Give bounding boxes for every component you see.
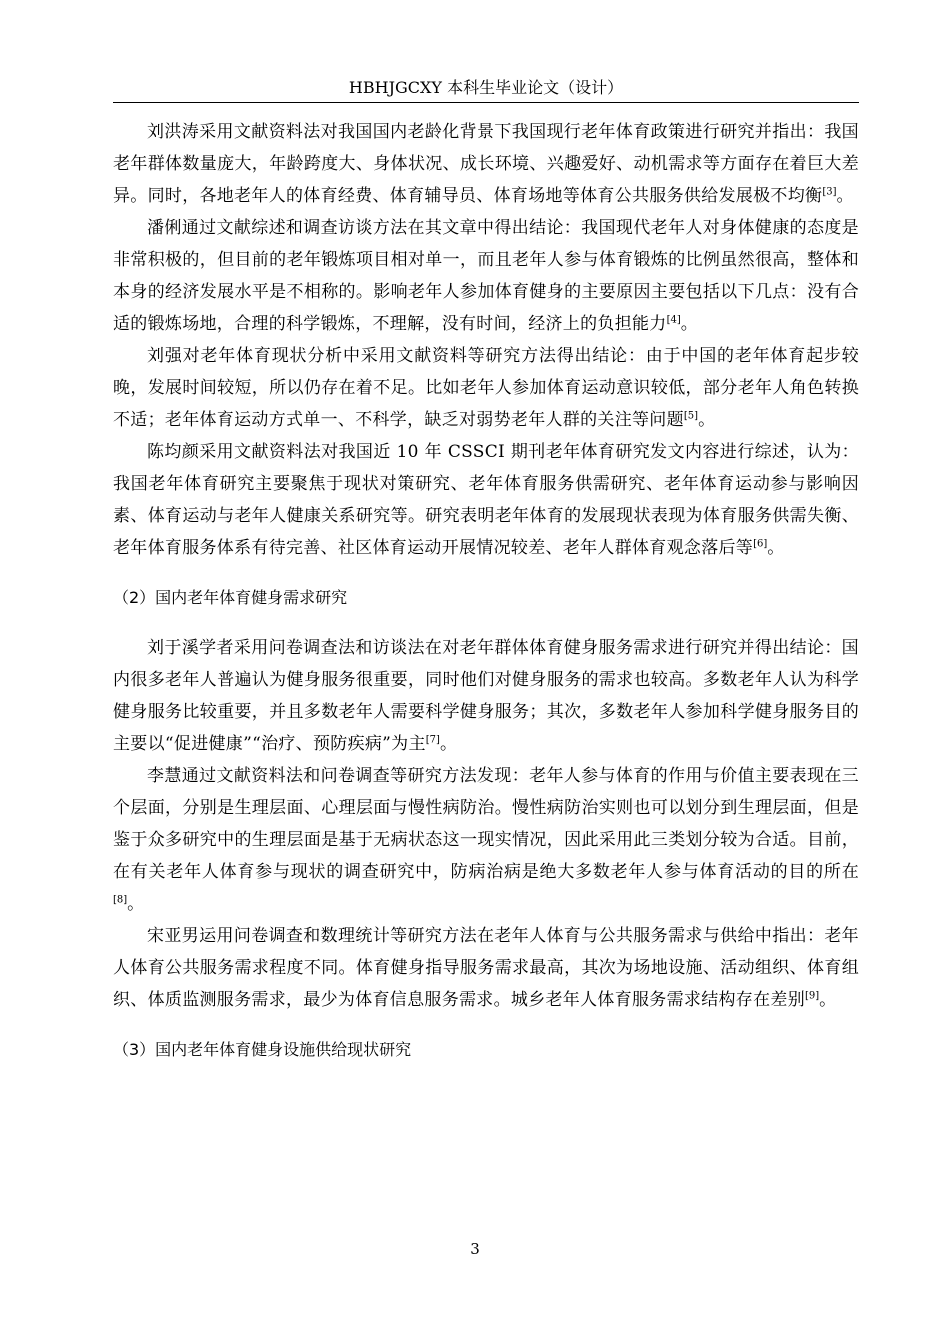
paragraph-chen-junyan: 陈均颜采用文献资料法对我国近 10 年 CSSCI 期刊老年体育研究发文内容进行综述，认为：我国老年体育研究主要聚焦于现状对策研究、老年体育服务供需研究、老年体育运动参与影响因素、体育运动与老年人健康关系研究等。研究表明老年体育的发展现状表现为体育服务供需失衡、老年体育服务体系有待完善、社区体育运动开展情况较差、老年人群体育观念落后等[6]。 <box>113 442 859 558</box>
page-header <box>113 74 859 103</box>
paragraph-pan-li: 潘俐通过文献综述和调查访谈方法在其文章中得出结论：我国现代老年人对身体健康的态度是非常积极的，但目前的老年锻炼项目相对单一，而且老年人参与体育锻炼的比例虽然很高，整体和本身的经济发展水平是不相称的。影响老年人参加体育健身的主要原因主要包括以下几点：没有合适的锻炼场地，合理的科学锻炼，不理解，没有时间，经济上的负担能力[4]。 <box>113 218 859 334</box>
paragraph-liu-qiang: 刘强对老年体育现状分析中采用文献资料等研究方法得出结论：由于中国的老年体育起步较晚，发展时间较短，所以仍存在着不足。比如老年人参加体育运动意识较低，部分老年人角色转换不适；老年体育运动方式单一、不科学，缺乏对弱势老年人群的关注等问题[5]。 <box>113 346 859 430</box>
section-heading-demand: （2）国内老年体育健身需求研究 <box>113 588 348 607</box>
citation-ref: [6] <box>753 538 768 550</box>
page-number: 3 <box>470 1240 480 1258</box>
citation-ref: [4] <box>666 314 681 326</box>
paragraph-liu-yuxi: 刘于溪学者采用问卷调查法和访谈法在对老年群体体育健身服务需求进行研究并得出结论：国内很多老年人普遍认为健身服务很重要，同时他们对健身服务的需求也较高。多数老年人认为科学健身服务比较重要，并且多数老年人需要科学健身服务；其次，多数老年人参加科学健身服务目的主要以“促进健康”“治疗、预防疾病”为主[7]。 <box>113 638 859 754</box>
header-title: HBHJGCXY 本科生毕业论文（设计） <box>348 78 624 97</box>
paragraph-song-yanan: 宋亚男运用问卷调查和数理统计等研究方法在老年人体育与公共服务需求与供给中指出：老年人体育公共服务需求程度不同。体育健身指导服务需求最高，其次为场地设施、活动组织、体育组织、体质监测服务需求，最少为体育信息服务需求。城乡老年人体育服务需求结构存在差别[9]。 <box>113 926 859 1010</box>
section-heading-facilities: （3）国内老年体育健身设施供给现状研究 <box>113 1040 412 1059</box>
paragraph-liu-hongtao: 刘洪涛采用文献资料法对我国国内老龄化背景下我国现行老年体育政策进行研究并指出：我国老年群体数量庞大，年龄跨度大、身体状况、成长环境、兴趣爱好、动机需求等方面存在着巨大差异。同时，各地老年人的体育经费、体育辅导员、体育场地等体育公共服务供给发展极不均衡[3]。 <box>113 122 859 206</box>
citation-ref: [3] <box>822 186 837 198</box>
citation-ref: [9] <box>805 990 820 1002</box>
paragraph-li-hui: 李慧通过文献资料法和问卷调查等研究方法发现：老年人参与体育的作用与价值主要表现在三个层面，分别是生理层面、心理层面与慢性病防治。慢性病防治实则也可以划分到生理层面，但是鉴于众多研究中的生理层面是基于无病状态这一现实情况，因此采用此三类划分较为合适。目前，在有关老年人体育参与现状的调查研究中，防病治病是绝大多数老年人参与体育活动的目的所在[8]。 <box>113 766 859 914</box>
page-body <box>113 116 859 1066</box>
citation-ref: [5] <box>683 410 699 422</box>
citation-ref: [8] <box>113 894 128 906</box>
citation-ref: [7] <box>425 734 440 746</box>
